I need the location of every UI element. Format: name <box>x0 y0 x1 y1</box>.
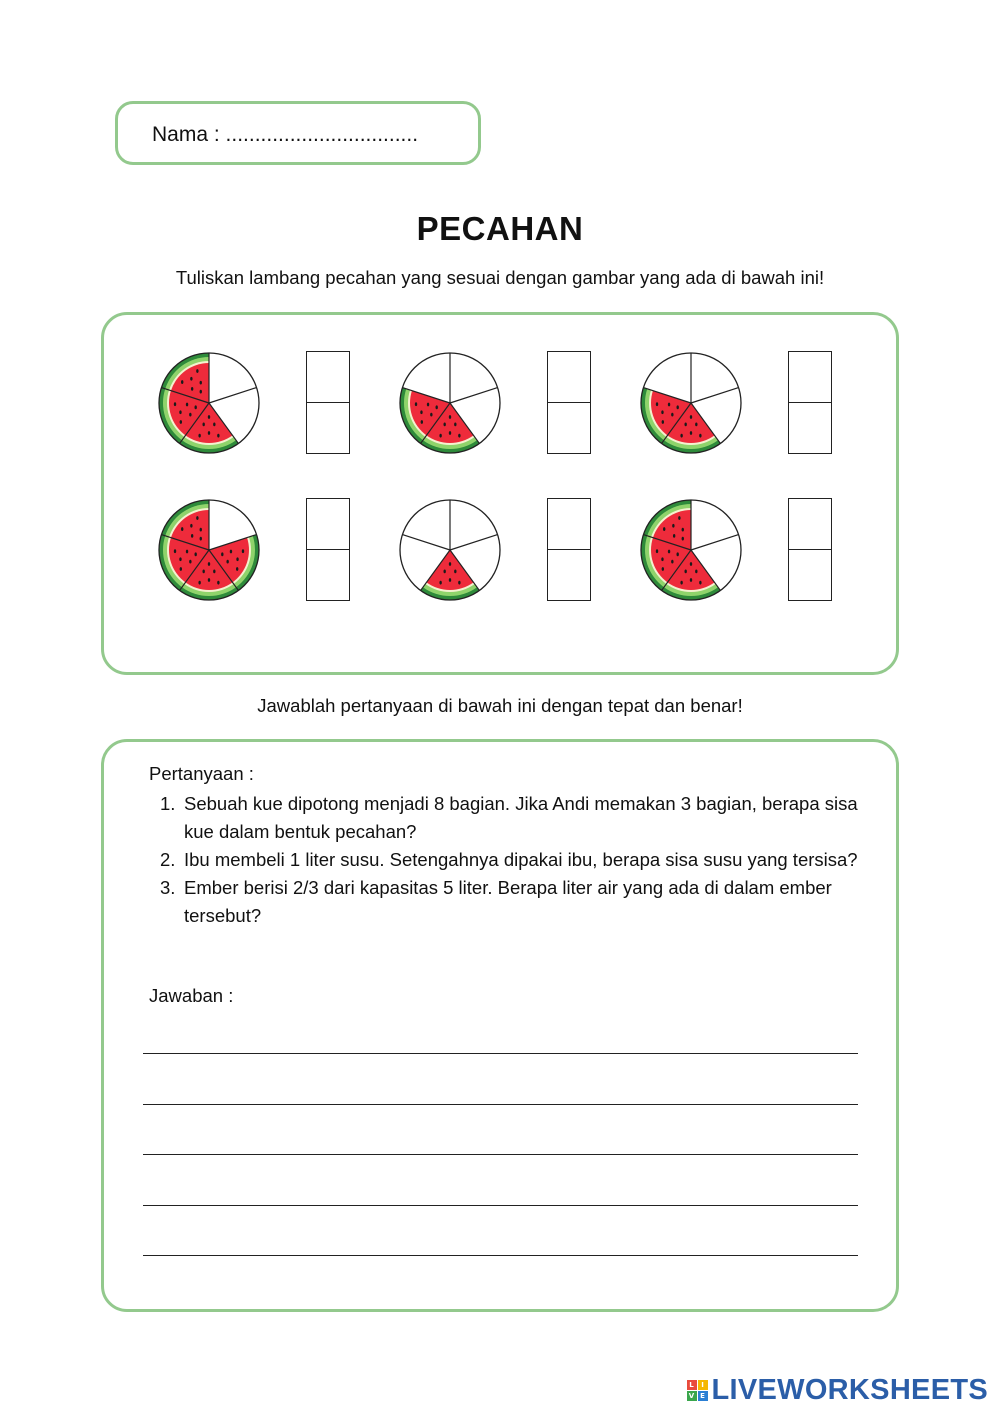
watermelon-pie-5 <box>398 498 502 602</box>
melon-seed <box>180 420 182 424</box>
melon-seed <box>180 567 182 571</box>
melon-seed <box>676 552 678 556</box>
denominator-box[interactable] <box>789 550 831 601</box>
question-item <box>160 790 860 846</box>
question-item <box>160 874 860 930</box>
logo-badge-letter: V <box>687 1391 697 1401</box>
melon-seed <box>458 434 460 438</box>
melon-seed <box>671 560 673 564</box>
melon-seed <box>449 562 451 566</box>
melon-seed <box>435 405 437 409</box>
melon-seed <box>690 562 692 566</box>
melon-seed <box>695 422 697 426</box>
question-number: 1. <box>160 793 176 814</box>
melon-seed <box>656 549 658 553</box>
watermelon-pie-svg <box>157 498 261 602</box>
melon-seed <box>684 422 686 426</box>
melon-seed <box>439 434 441 438</box>
melon-seed <box>699 434 701 438</box>
melon-seed <box>242 549 244 553</box>
instruction-fractions: Tuliskan lambang pecahan yang sesuai dengan gambar yang ada di bawah ini! <box>175 267 825 288</box>
melon-seed <box>443 569 445 573</box>
melon-seed <box>221 552 223 556</box>
numerator-box[interactable] <box>548 352 590 403</box>
answer-line-2[interactable] <box>143 1104 858 1105</box>
question-item <box>160 846 860 874</box>
melon-seed <box>663 527 665 531</box>
melon-seed <box>213 422 215 426</box>
watermelon-pie-6 <box>639 498 743 602</box>
melon-seed <box>449 431 451 435</box>
melon-seed <box>672 524 674 528</box>
melon-seed <box>200 537 202 541</box>
melon-seed <box>439 581 441 585</box>
liveworksheets-logo <box>687 1372 989 1408</box>
melon-seed <box>198 581 200 585</box>
melon-seed <box>208 431 210 435</box>
denominator-box[interactable] <box>789 403 831 454</box>
watermelon-pie-4 <box>157 498 261 602</box>
melon-seed <box>680 434 682 438</box>
watermelon-pie-svg <box>398 351 502 455</box>
melon-seed <box>676 405 678 409</box>
melon-seed <box>661 410 663 414</box>
melon-seed <box>661 557 663 561</box>
fraction-answer-box-4[interactable] <box>306 498 350 601</box>
melon-seed <box>208 415 210 419</box>
melon-seed <box>684 569 686 573</box>
melon-seed <box>454 422 456 426</box>
melon-seed <box>656 402 658 406</box>
name-label: Nama : ................................. <box>152 123 419 146</box>
melon-seed <box>236 557 238 561</box>
melon-seed <box>191 387 193 391</box>
fraction-answer-box-1[interactable] <box>306 351 350 454</box>
fraction-answer-box-2[interactable] <box>547 351 591 454</box>
melon-seed <box>690 431 692 435</box>
melon-seed <box>202 422 204 426</box>
numerator-box[interactable] <box>548 499 590 550</box>
melon-seed <box>662 420 664 424</box>
melon-seed <box>682 528 684 532</box>
melon-seed <box>208 578 210 582</box>
answer-line-4[interactable] <box>143 1205 858 1206</box>
melon-seed <box>673 534 675 538</box>
melon-seed <box>443 422 445 426</box>
melon-seed <box>174 402 176 406</box>
instruction-questions: Jawablah pertanyaan di bawah ini dengan tepat dan benar! <box>257 695 743 716</box>
logo-badge-icon <box>687 1380 708 1401</box>
melon-seed <box>186 550 188 554</box>
melon-seed <box>236 567 238 571</box>
melon-seed <box>189 413 191 417</box>
melon-seed <box>189 560 191 564</box>
melon-seed <box>202 569 204 573</box>
melon-seed <box>430 413 432 417</box>
melon-seed <box>194 405 196 409</box>
numerator-box[interactable] <box>789 352 831 403</box>
page-title: PECAHAN <box>416 210 584 247</box>
melon-seed <box>200 390 202 394</box>
melon-seed <box>230 550 232 554</box>
melon-seed <box>680 581 682 585</box>
melon-seed <box>181 380 183 384</box>
question-text: Ember berisi 2/3 dari kapasitas 5 liter. Berapa liter air yang ada di dalam ember tersebut? <box>184 877 832 926</box>
watermelon-pie-svg <box>157 351 261 455</box>
melon-seed <box>217 434 219 438</box>
melon-seed <box>217 581 219 585</box>
answer-label: Jawaban : <box>149 985 234 1006</box>
question-number: 2. <box>160 849 176 870</box>
answer-line-3[interactable] <box>143 1154 858 1155</box>
melon-seed <box>449 578 451 582</box>
melon-seed <box>191 534 193 538</box>
melon-seed <box>181 527 183 531</box>
melon-seed <box>699 581 701 585</box>
melon-seed <box>454 569 456 573</box>
melon-seed <box>695 569 697 573</box>
melon-seed <box>194 552 196 556</box>
questions-label: Pertanyaan : <box>149 763 254 784</box>
melon-seed <box>190 524 192 528</box>
numerator-box[interactable] <box>789 499 831 550</box>
melon-seed <box>213 569 215 573</box>
question-number: 3. <box>160 877 176 898</box>
melon-seed <box>427 403 429 407</box>
question-list <box>160 790 860 930</box>
denominator-box[interactable] <box>307 403 349 454</box>
question-text: Ibu membeli 1 liter susu. Setengahnya dipakai ibu, berapa sisa susu yang tersisa? <box>184 849 858 870</box>
melon-seed <box>200 381 202 385</box>
numerator-box[interactable] <box>307 499 349 550</box>
melon-seed <box>671 413 673 417</box>
logo-badge-letter: I <box>698 1380 708 1390</box>
answer-line-1[interactable] <box>143 1053 858 1054</box>
melon-seed <box>196 369 198 373</box>
melon-seed <box>690 415 692 419</box>
melon-seed <box>682 537 684 541</box>
watermelon-pie-1 <box>157 351 261 455</box>
melon-seed <box>174 549 176 553</box>
melon-seed <box>668 403 670 407</box>
watermelon-pie-2 <box>398 351 502 455</box>
melon-seed <box>208 562 210 566</box>
melon-seed <box>449 415 451 419</box>
numerator-box[interactable] <box>307 352 349 403</box>
melon-seed <box>179 557 181 561</box>
logo-badge-letter: L <box>687 1380 697 1390</box>
melon-seed <box>198 434 200 438</box>
logo-text: LIVEWORKSHEETS <box>711 1373 988 1406</box>
question-text: Sebuah kue dipotong menjadi 8 bagian. Jika Andi memakan 3 bagian, berapa sisa kue dalam bentuk pecahan? <box>184 793 858 842</box>
melon-seed <box>190 377 192 381</box>
melon-seed <box>421 420 423 424</box>
melon-seed <box>179 410 181 414</box>
fraction-answer-box-3[interactable] <box>788 351 832 454</box>
melon-seed <box>200 528 202 532</box>
watermelon-pie-3 <box>639 351 743 455</box>
melon-seed <box>420 410 422 414</box>
melon-seed <box>415 402 417 406</box>
fraction-answer-box-6[interactable] <box>788 498 832 601</box>
answer-line-5[interactable] <box>143 1255 858 1256</box>
denominator-box[interactable] <box>307 550 349 601</box>
denominator-box[interactable] <box>548 550 590 601</box>
name-box <box>115 101 481 165</box>
denominator-box[interactable] <box>548 403 590 454</box>
melon-seed <box>458 581 460 585</box>
watermelon-pie-svg <box>639 351 743 455</box>
melon-seed <box>662 567 664 571</box>
watermelon-pie-svg <box>398 498 502 602</box>
fraction-answer-box-5[interactable] <box>547 498 591 601</box>
melon-seed <box>186 403 188 407</box>
melon-seed <box>668 550 670 554</box>
melon-seed <box>196 516 198 520</box>
melon-seed <box>690 578 692 582</box>
melon-seed <box>226 560 228 564</box>
logo-badge-letter: E <box>698 1391 708 1401</box>
melon-seed <box>678 516 680 520</box>
watermelon-pie-svg <box>639 498 743 602</box>
